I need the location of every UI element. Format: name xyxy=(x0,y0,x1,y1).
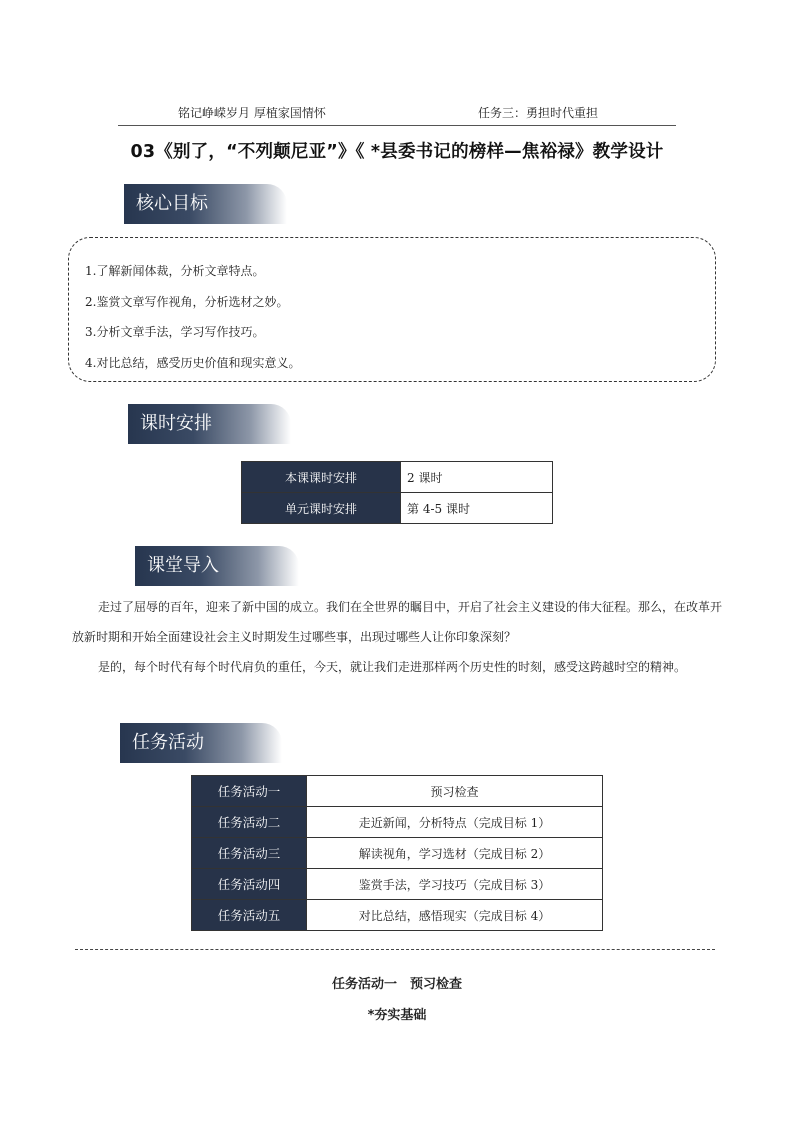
intro-paragraph-2: 是的，每个时代有每个时代肩负的重任，今天，就让我们走进那样两个历史性的时刻，感受这跨越时空的精神。 xyxy=(98,660,687,674)
schedule-value: 第 4-5 课时 xyxy=(401,493,553,524)
subheading-foundation: *夯实基础 xyxy=(367,1008,427,1023)
goal-item: 3.分析文章手法，学习写作技巧。 xyxy=(85,325,265,339)
intro-paragraph-1: 走过了屈辱的百年，迎来了新中国的成立。我们在全世界的瞩目中，开启了社会主义建设的伟大征程。那么，在改革开放新时期和开始全面建设社会主义时期发生过哪些事，出现过哪些人让你印象深刻？ xyxy=(72,600,723,644)
task-label: 任务活动四 xyxy=(192,869,307,900)
divider xyxy=(75,949,715,950)
section-banner-intro: 课堂导入 xyxy=(135,546,299,586)
table-row xyxy=(192,900,603,931)
task-value: 解读视角，学习选材（完成目标 2） xyxy=(307,838,603,869)
page-header xyxy=(118,102,676,126)
page-title: 03《别了，“不列颠尼亚”》《 *县委书记的榜样—焦裕禄》教学设计 xyxy=(130,142,664,162)
goal-item: 1.了解新闻体裁，分析文章特点。 xyxy=(85,264,265,278)
subheading-task-one: 任务活动一 预习检查 xyxy=(331,977,462,992)
section-banner-goals: 核心目标 xyxy=(124,184,287,224)
table-row xyxy=(192,807,603,838)
table-row xyxy=(242,493,553,524)
task-value: 预习检查 xyxy=(307,776,603,807)
task-value: 走近新闻，分析特点（完成目标 1） xyxy=(307,807,603,838)
table-row xyxy=(242,462,553,493)
table-row xyxy=(192,838,603,869)
task-label: 任务活动三 xyxy=(192,838,307,869)
table-row xyxy=(192,776,603,807)
header-right-text: 任务三：勇担时代重担 xyxy=(478,106,599,120)
task-value: 鉴赏手法，学习技巧（完成目标 3） xyxy=(307,869,603,900)
task-label: 任务活动一 xyxy=(192,776,307,807)
table-row xyxy=(192,869,603,900)
goal-item: 2.鉴赏文章写作视角，分析选材之妙。 xyxy=(85,295,289,309)
header-left-text: 铭记峥嵘岁月 厚植家国情怀 xyxy=(178,106,326,120)
section-banner-tasks: 任务活动 xyxy=(120,723,282,763)
task-label: 任务活动五 xyxy=(192,900,307,931)
task-value: 对比总结，感悟现实（完成目标 4） xyxy=(307,900,603,931)
tasks-table xyxy=(191,775,603,931)
schedule-label: 单元课时安排 xyxy=(242,493,401,524)
goals-box xyxy=(68,237,716,382)
schedule-value: 2 课时 xyxy=(401,462,553,493)
schedule-table xyxy=(241,461,553,524)
section-banner-schedule: 课时安排 xyxy=(128,404,291,444)
schedule-label: 本课课时安排 xyxy=(242,462,401,493)
goal-item: 4.对比总结，感受历史价值和现实意义。 xyxy=(85,356,301,370)
task-label: 任务活动二 xyxy=(192,807,307,838)
